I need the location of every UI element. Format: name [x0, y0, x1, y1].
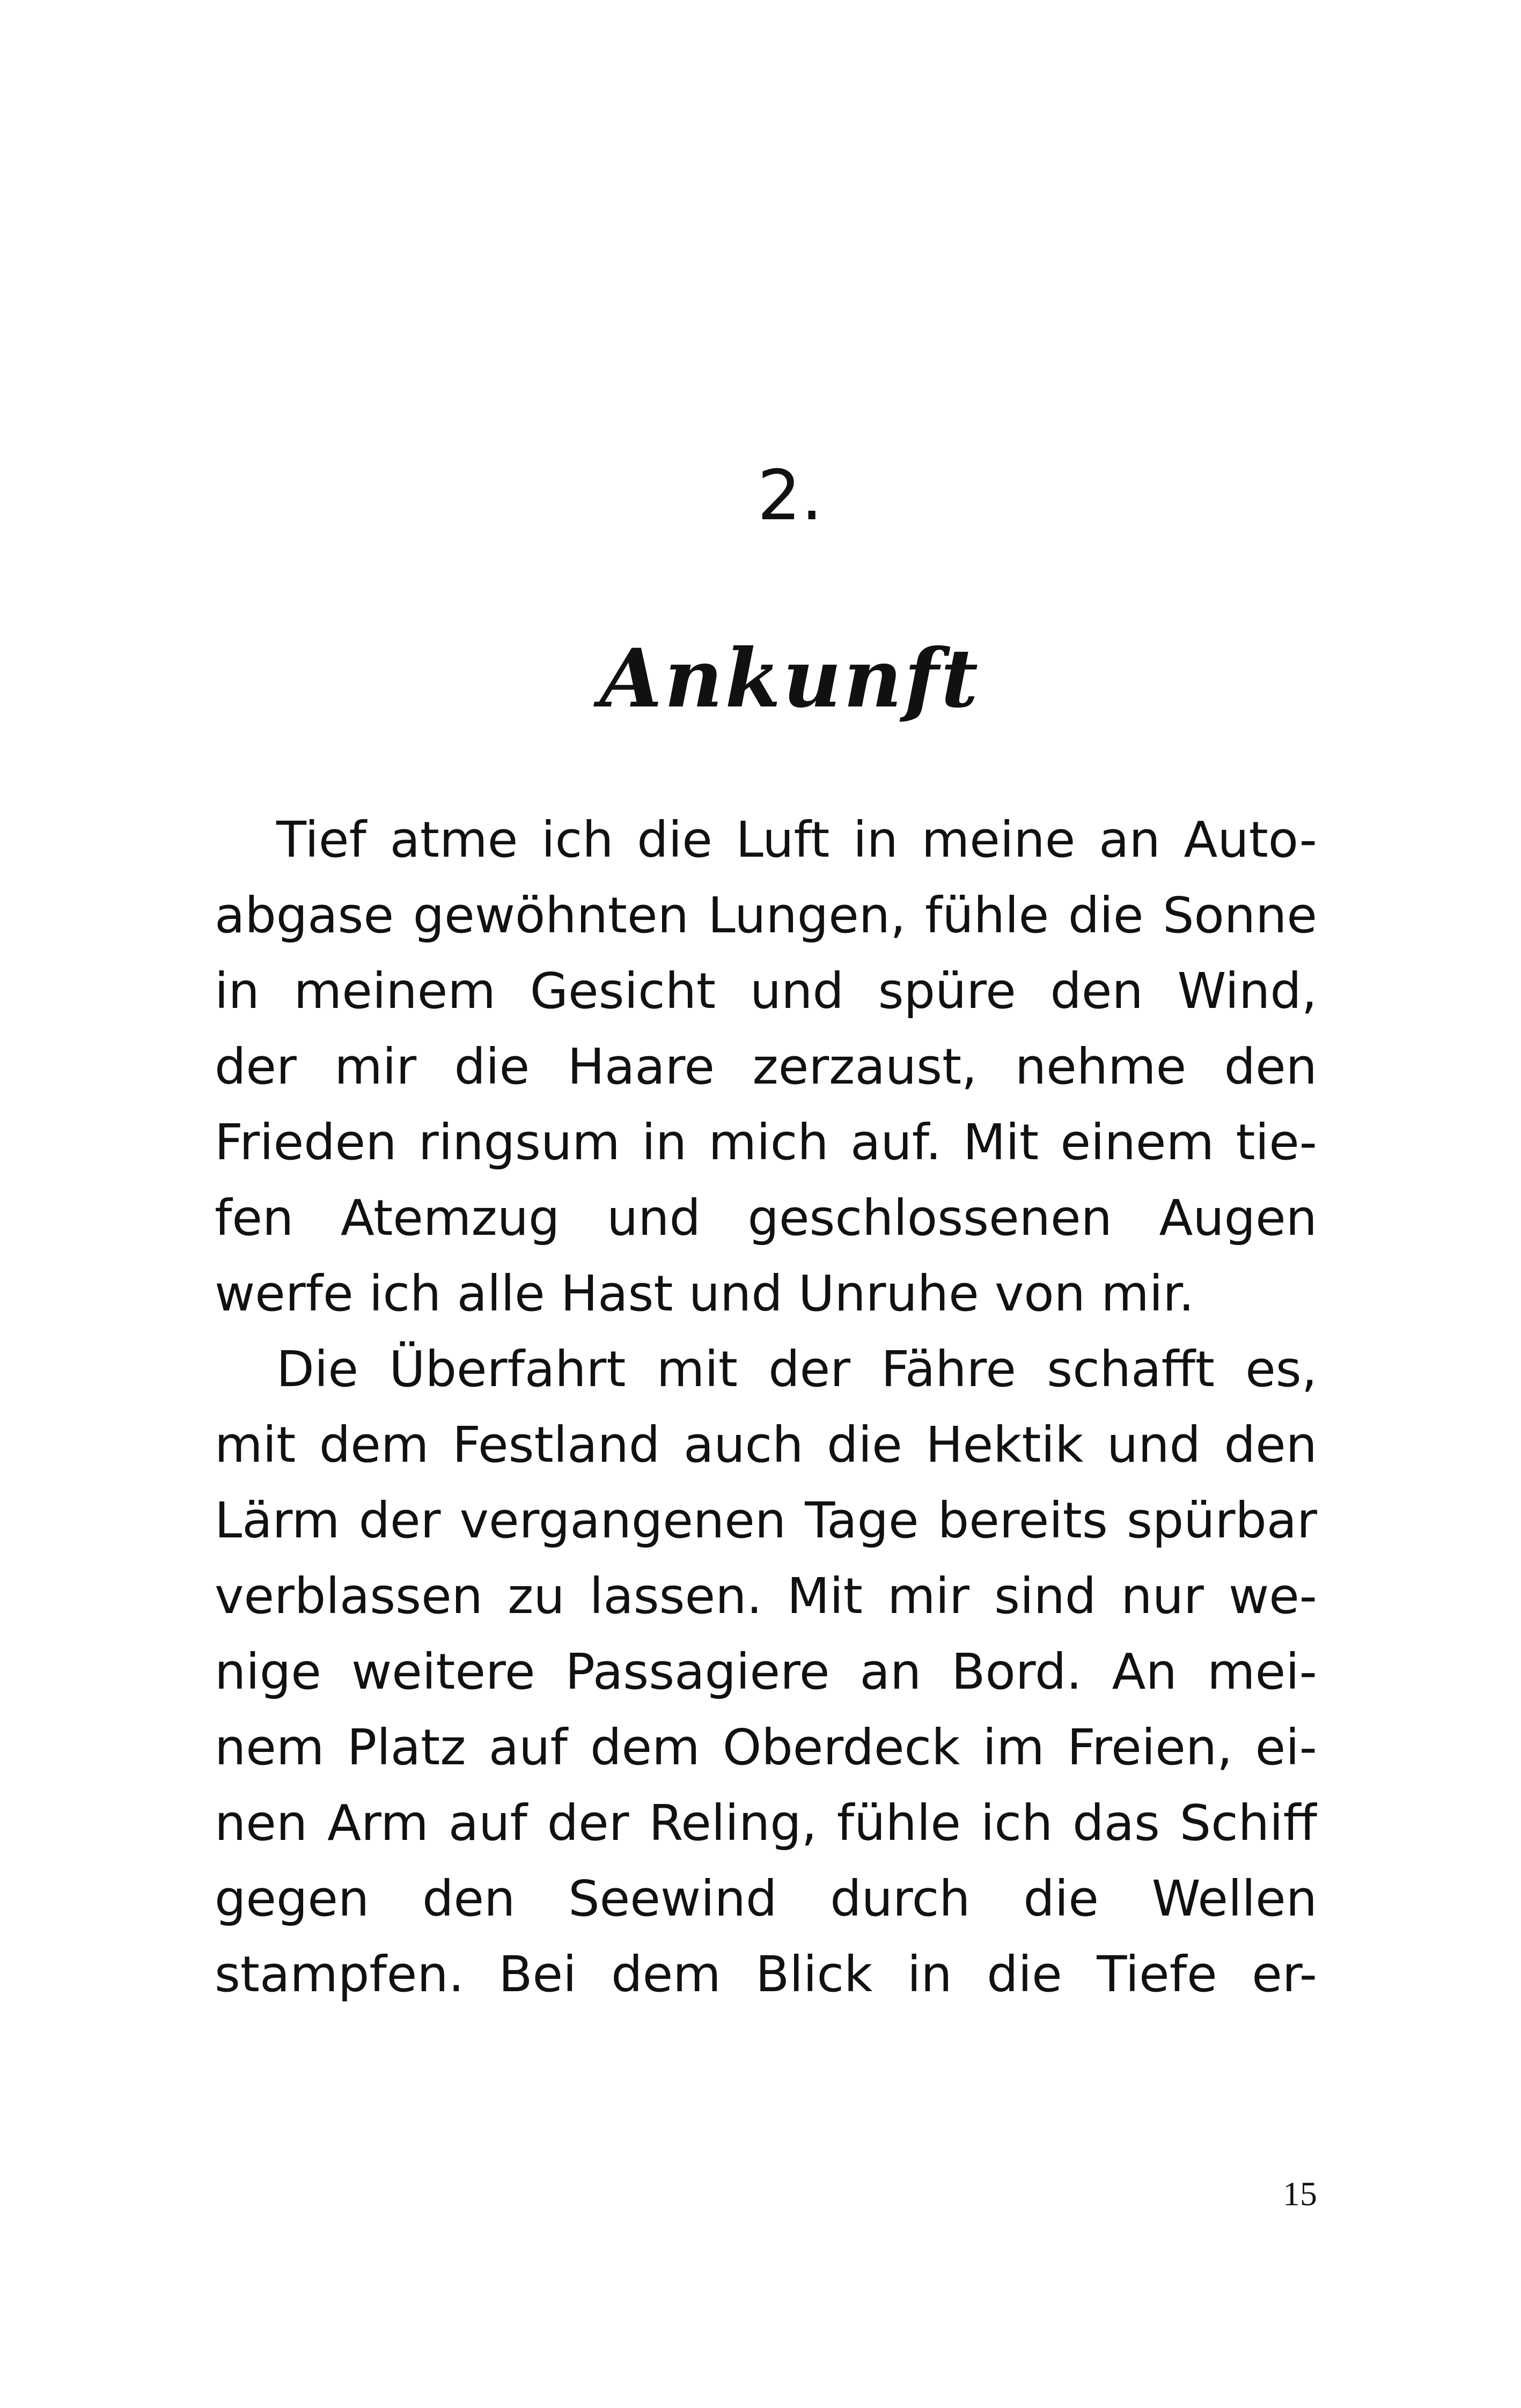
text-line: Frieden ringsum in mich auf. Mit einem tie- [215, 1114, 1317, 1171]
text-line: der mir die Haare zerzaust, nehme den [215, 1038, 1317, 1095]
body-text [215, 802, 1317, 2012]
text-line: nem Platz auf dem Oberdeck im Freien, ei- [215, 1719, 1317, 1776]
chapter-title: Ankunft [599, 631, 981, 726]
text-line: stampfen. Bei dem Blick in die Tiefe er- [215, 1946, 1317, 2003]
text-line: nige weitere Passagiere an Bord. An mei- [215, 1643, 1317, 1700]
text-line: abgase gewöhnten Lungen, fühle die Sonne [215, 887, 1317, 944]
text-line: in meinem Gesicht und spüre den Wind, [215, 962, 1317, 1020]
text-line: werfe ich alle Hast und Unruhe von mir. [215, 1265, 1195, 1322]
text-line: verblassen zu lassen. Mit mir sind nur we- [215, 1567, 1317, 1625]
text-line: Die Überfahrt mit der Fähre schafft es, [276, 1341, 1317, 1398]
paragraph-2 [215, 1331, 1317, 2012]
text-line: Tief atme ich die Luft in meine an Auto- [276, 811, 1317, 868]
text-line: mit dem Festland auch die Hektik und den [215, 1416, 1317, 1474]
paragraph-1 [215, 802, 1317, 1331]
text-line: fen Atemzug und geschlossenen Augen [215, 1189, 1317, 1247]
text-line: gegen den Seewind durch die Wellen [215, 1870, 1317, 1927]
text-line: nen Arm auf der Reling, fühle ich das Schiff [215, 1794, 1317, 1852]
page-number: 15 [1283, 2175, 1317, 2213]
text-line: Lärm der vergangenen Tage bereits spürbar [215, 1492, 1317, 1549]
chapter-number: 2. [757, 456, 823, 536]
